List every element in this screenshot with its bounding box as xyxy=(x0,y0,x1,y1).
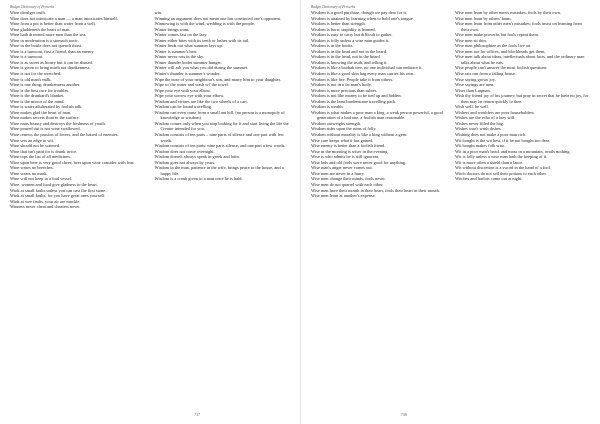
proverb-entry: Wine that isn't paid for is drunk twice. xyxy=(10,148,78,154)
proverb-entry: Wise men sue for offices, and blockheads get them. xyxy=(455,48,546,54)
proverb-entry: Wisdom is not in a fat man's body. xyxy=(311,82,372,88)
proverb-entry: Wise sayings are men. xyxy=(455,82,495,88)
proverb-entry: Wine is not for the wretched. xyxy=(10,71,62,77)
proverb-entry: Wine upon beer is very good cheer; beer upon wine consider with fear. xyxy=(10,159,135,165)
proverb-entry: Wine wears no mask. xyxy=(10,170,48,176)
proverb-entry: Wine gladdeneth the heart of man. xyxy=(10,26,71,32)
entry-column-1 xyxy=(311,10,446,199)
entry-column-1 xyxy=(10,10,146,210)
proverb-entry: Wise men learn from other men's mistakes; fools insist on learning from their own. xyxy=(455,21,582,32)
proverb-entry: Wisdom outweighs strength. xyxy=(311,120,362,126)
proverb-entry: Witches and harlots come out at night. xyxy=(455,176,523,182)
proverb-entry: Winter will ask you what you did during the summer. xyxy=(154,65,249,71)
proverb-entry: Wisdom is wealth. xyxy=(311,104,344,110)
page-number: 738 xyxy=(401,413,407,417)
proverb-entry: Wise is who admits he is still ignorant. xyxy=(311,154,380,160)
proverb-entry: Wit bought makes folk wise. xyxy=(455,143,506,149)
proverb-entry: Wise men sit thin. xyxy=(455,37,487,43)
proverb-entry: Wise men have their mouth in their heart, fools their heart in their mouth. xyxy=(311,187,440,193)
proverb-entry: Wine is a turncoat, first a friend, than an enemy. xyxy=(10,48,95,54)
proverb-entry: Wishes are the echo of a lazy will. xyxy=(455,115,516,121)
proverb-entry: Winnowing is with the wind, wedding is with the people. xyxy=(154,21,255,27)
proverb-entry: Wit in a poor man's head, and moss in a mountain, avails nothing. xyxy=(455,148,571,154)
proverb-entry: Wisdom in the man, patience in the wife, brings peace to the house, and a happy life. xyxy=(154,165,284,176)
proverb-entry: Wisdom without morality is like a king without a gem. xyxy=(311,132,408,138)
proverb-entry: Wine is the best cure for troubles. xyxy=(10,87,70,93)
proverb-entry: Wisdom is better than strength. xyxy=(311,21,366,27)
proverb-entry: Wise lads and old fools were never good for anything. xyxy=(311,159,407,165)
page-number: 737 xyxy=(194,413,200,417)
proverb-entry: Wine is a turncoat. xyxy=(10,54,43,60)
proverb-entry: Wise man's anger never comes out. xyxy=(311,165,373,171)
proverb-entry: Wipe your sorrow eye with your elbow. xyxy=(154,93,225,99)
proverb-entry: Wisdom rides upon the ruins of folly. xyxy=(311,126,377,132)
proverb-entry: Wine wears no breeches. xyxy=(10,165,54,171)
entry-column-2 xyxy=(155,10,291,210)
proverb-entry: Winter never rots in the sky. xyxy=(154,54,205,60)
proverb-entry: Wisdom and virtues are like the two wheels of a cart. xyxy=(154,98,248,104)
proverb-entry: Wisdom doesn't always speak in greek and latin. xyxy=(154,154,240,160)
proverb-entry: Wit without discretion is a sword in the hand of a fool. xyxy=(455,165,551,171)
proverb-entry: Wise men learn at another's expense. xyxy=(311,193,376,199)
proverb-entry: Wisdom consists of ten parts: nine parts silence, and one part a few words. xyxy=(154,143,286,149)
proverb-entry: Wine poured out is not wine swallowed. xyxy=(10,126,81,132)
proverb-entry: Wine is water adulterated by foolish talk. xyxy=(10,104,83,110)
proverb-entry: Wise men are never in a hurry. xyxy=(311,170,365,176)
proverb-entry: Wisdom is more precious than rubies. xyxy=(311,87,378,93)
proverb-entry: Wisdom consists of ten parts – nine parts of silence and one part with few words. xyxy=(154,132,285,143)
proverb-entry: Wipe w/ the water and wash wi' the towel. xyxy=(154,82,229,88)
proverb-entry: Wise men learn by others' harm. xyxy=(455,15,512,21)
right-page xyxy=(300,0,600,424)
proverb-entry: Wit bought is the wit best, if it be not bought too dear. xyxy=(455,137,550,143)
proverb-entry: Wisdom is in the head, not in the beard. xyxy=(311,54,381,60)
proverb-entry: Winter brings want. xyxy=(154,26,190,32)
running-head: Budget Dictionary of Proverbs xyxy=(311,5,356,9)
proverb-entry: Wishes never filled the bag. xyxy=(455,120,504,126)
proverb-entry: Winter's thunder is summer's wonder. xyxy=(154,71,221,77)
proverb-entry: Wine is given to bring mirth not drunkenness. xyxy=(10,65,91,71)
proverb-entry: Wine, women and food give gladness to the heart. xyxy=(10,181,98,187)
proverb-entry: Wine should not be watered. xyxy=(10,143,61,149)
proverb-entry: Wisdom is knowing the truth, and telling it. xyxy=(311,59,388,65)
proverb-entry: Wit is folly unless a wise man hath the keeping of it. xyxy=(455,154,548,160)
proverb-entry: Wine is the mirror of the mind. xyxy=(10,98,65,104)
entry-column-2 xyxy=(455,10,590,199)
proverb-entry: Wine from a pot is better than water from a well. xyxy=(10,21,96,27)
proverb-entry: Wipe your eye with your elbow. xyxy=(154,87,211,93)
running-head: Budget Dictionary of Proverbs xyxy=(10,5,55,9)
proverb-entry: Winter finds out what summer lays up. xyxy=(154,43,223,49)
proverb-entry: win. xyxy=(154,10,163,15)
proverb-entry: Wine in the bottle does not quench thirst. xyxy=(10,43,83,49)
proverb-entry: Wisdom is like a good skin bag every man carries his own. xyxy=(311,71,415,77)
proverb-entry: Wink at small faults unless you can cast the first stone. xyxy=(10,187,107,193)
proverb-entry: Wisdom is in the books. xyxy=(311,43,354,49)
proverb-entry: Winter thunder bodes summer hunger. xyxy=(154,59,222,65)
proverb-entry: Wise people can't answer the most foolish questions xyxy=(455,65,547,71)
proverb-entry: Wipe the nose of your neighbour's son, and marry him to your daughter. xyxy=(154,76,281,82)
proverb-entry: Wisdom is attained by learning when to hold one's tongue. xyxy=(311,15,414,21)
proverb-entry: Wine hath drowned more men than the sea. xyxy=(10,32,87,38)
proverb-entry: Wise saying grows joy. xyxy=(455,76,496,82)
proverb-entry: Wisdom is not like money to be tied up and hidden. xyxy=(311,93,402,99)
proverb-entry: Wisdom is in the head and not in the beard. xyxy=(311,48,388,54)
proverb-entry: Winter is summer's heir. xyxy=(154,48,198,54)
proverb-entry: Wise men philosophize as the fools live on. xyxy=(455,43,532,49)
proverb-entry: Wine is the drunkard's blanket. xyxy=(10,93,65,99)
proverb-entry: Wine is old man's milk. xyxy=(10,76,52,82)
proverb-entry: Wise men learn by other men's mistakes, fools by their own. xyxy=(455,10,561,15)
entry-columns xyxy=(10,10,290,210)
proverb-entry: Winter comes fast on the lazy. xyxy=(154,32,208,38)
proverb-entry: Wise men do not quarrel with each other. xyxy=(311,181,384,187)
proverb-entry: Wisdom can be found travelling. xyxy=(154,104,212,110)
proverb-entry: Wisdom does not come overnight. xyxy=(154,148,215,154)
proverb-entry: Wise men talk about ideas, intellectuals about facts, and the ordinary man talks about what he eats. xyxy=(455,54,585,65)
proverb-entry: Wine makes secrets float to the surface. xyxy=(10,115,80,121)
entry-columns xyxy=(311,10,590,199)
proverb-entry: Wise men make proverbs but fools repeat them. xyxy=(455,32,539,38)
proverb-entry: Wine will not keep in a foul vessel. xyxy=(10,176,73,182)
proverb-entry: Wise enemy is better than a foolish friend. xyxy=(311,143,386,149)
proverb-entry: Wine divulges truth. xyxy=(10,10,46,15)
proverb-entry: Wine in moderation is a stomach tonic. xyxy=(10,37,79,43)
proverb-entry: Wine renews the passion of lovers, and the hatred of enemies. xyxy=(10,132,119,138)
proverb-entry: Winners never cheat and cheaters never xyxy=(10,204,80,210)
proverb-entry: Wine makes glad the heart of man. xyxy=(10,109,72,115)
proverb-entry: Wisdom is a comb given to a man once he is bald. xyxy=(154,176,243,182)
proverb-entry: Wine sets an edge to wit. xyxy=(10,137,54,143)
proverb-entry: Wisdom is the least burdensome travelling pack. xyxy=(311,98,397,104)
proverb-entry: Wise men change their minds, fools never. xyxy=(311,176,386,182)
proverb-entry: Wishes won't wash dishes. xyxy=(455,126,502,132)
proverb-entry: Wink at wee faults, your air are muckle. xyxy=(10,198,81,204)
proverb-entry: Wit is more often a shield than a lance. xyxy=(455,159,524,165)
proverb-entry: Wine is one thing; drunkenness another. xyxy=(10,82,81,88)
proverb-entry: Wish thy friend joy of his journey, but pray in secret that he have no joy, for then may he return quickly to thee. xyxy=(455,93,589,104)
proverb-entry: Witch doctors do not sell their potions to each other. xyxy=(455,170,547,176)
proverb-entry: Wisdom goes not always by years. xyxy=(154,159,216,165)
proverb-entry: Wisdom is easy to carry but difficult to gather. xyxy=(311,32,393,38)
proverb-entry: Wisdom comes only when you stop looking for it and start living the life the Creator intended for you. xyxy=(154,120,289,132)
proverb-entry: Wiser than Luqman. xyxy=(455,87,491,93)
proverb-entry: Wisdom is folly unless a wise man guides it. xyxy=(311,37,390,43)
proverb-entry: Wise in the morning is wiser in the evening. xyxy=(311,148,389,154)
proverb-entry: Wink at small faults, for you have great ones yourself. xyxy=(10,193,106,199)
proverb-entry: Wisdom can even come from a small ant hill. (no person is a monopoly of knowledge or wisdom) xyxy=(154,109,285,121)
proverb-entry: Wishing does not make a poor man rich. xyxy=(455,132,527,138)
proverb-entry: Wise care keeps what it has gained. xyxy=(311,137,374,143)
proverb-entry: Wisdom is born; stupidity is learned. xyxy=(311,26,376,32)
proverb-entry: Wine tops the list of all medicines. xyxy=(10,154,71,160)
proverb-entry: Winter either bites with its teeth or lashes with its tail. xyxy=(154,37,250,43)
proverb-entry: Wine does not intoxicate a man — a man intoxicates himself. xyxy=(10,15,118,21)
proverb-entry: Winning an argument does not mean one has convinced one's opponent. xyxy=(154,15,281,21)
proverb-entry: Wisdom is what makes a poor man a king, a weak person powerful, a good generation of a bad one, a foolish man reasonable. xyxy=(311,109,443,121)
proverb-entry: Wine mars beauty and destroys the freshness of youth. xyxy=(10,120,106,126)
proverb-entry: Wisdom is like fire. People take it from others. xyxy=(311,76,394,82)
proverb-entry: Wishers and woulders are poor householders. xyxy=(455,109,535,115)
proverb-entry: Wisdom is like a baobab tree, no one individual can embrace it. xyxy=(311,65,423,71)
proverb-entry: Wine is as sweet as honey but it can be abused. xyxy=(10,59,93,65)
proverb-entry: Wish well, be well. xyxy=(455,104,489,110)
proverb-entry: Wisdom is a good purchase, though we pay dear for it. xyxy=(311,10,407,15)
proverb-entry: Wise rats run from a falling house. xyxy=(455,71,516,77)
